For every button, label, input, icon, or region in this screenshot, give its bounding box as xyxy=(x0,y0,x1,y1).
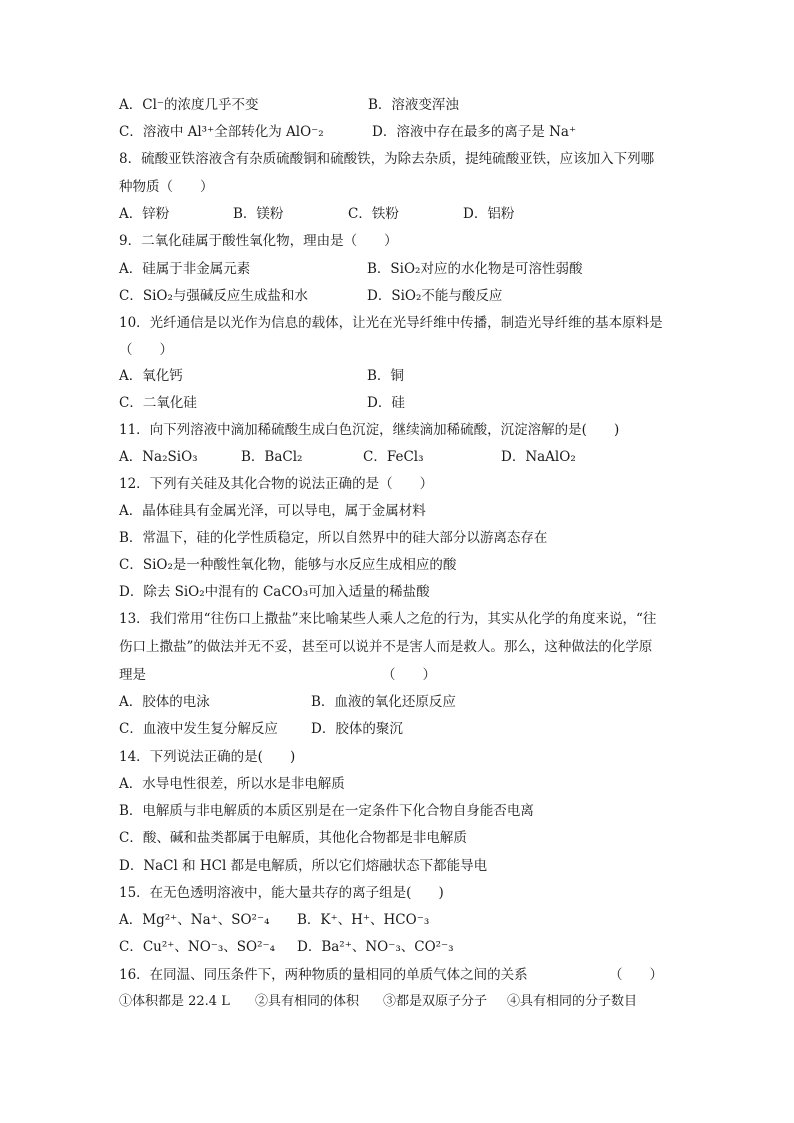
q8-option-b: B．镁粉 xyxy=(233,206,284,222)
q11-option-a: A．Na₂SiO₃ xyxy=(119,449,198,465)
q12-option-a: A．晶体硅具有金属光泽，可以导电，属于金属材料 xyxy=(119,503,426,519)
q10-stem-line2: （ ） xyxy=(119,342,173,358)
q12-option-d: D．除去 SiO₂中混有的 CaCO₃可加入适量的稀盐酸 xyxy=(119,584,430,600)
q9-option-b: B．SiO₂对应的水化物是可溶性弱酸 xyxy=(367,261,583,277)
q11-option-d: D．NaAlO₂ xyxy=(501,449,576,465)
q10-option-d: D．硅 xyxy=(367,395,405,411)
q7-option-d: D．溶液中存在最多的离子是 Na⁺ xyxy=(372,124,577,140)
q8-stem-line1: 8．硫酸亚铁溶液含有杂质硫酸铜和硫酸铁，为除去杂质，提纯硫酸亚铁，应该加入下列哪 xyxy=(119,151,655,167)
q13-option-b: B．血液的氧化还原反应 xyxy=(311,694,456,710)
q15-option-c: C．Cu²⁺、NO⁻₃、SO²⁻₄ xyxy=(119,939,276,955)
q16-option-4: ④具有相同的分子数目 xyxy=(507,994,638,1009)
q11-option-c: C．FeCl₃ xyxy=(363,449,424,465)
q9-stem: 9．二氧化硅属于酸性氧化物，理由是（ ） xyxy=(119,233,398,249)
q14-option-c: C．酸、碱和盐类都属于电解质，其他化合物都是非电解质 xyxy=(119,830,467,846)
q9-option-a: A．硅属于非金属元素 xyxy=(119,261,251,277)
q13-option-a: A．胶体的电泳 xyxy=(119,694,210,710)
q16-option-1: ①体积都是 22.4 L xyxy=(119,994,230,1009)
q15-option-d: D．Ba²⁺、NO⁻₃、CO²⁻₃ xyxy=(297,939,454,955)
q12-option-c: C．SiO₂是一种酸性氧化物，能够与水反应生成相应的酸 xyxy=(119,557,457,573)
q12-stem: 12．下列有关硅及其化合物的说法正确的是（ ） xyxy=(119,476,434,492)
q7-option-c: C．溶液中 Al³⁺全部转化为 AlO⁻₂ xyxy=(119,124,324,140)
q9-option-d: D．SiO₂不能与酸反应 xyxy=(367,288,503,304)
q11-option-b: B．BaCl₂ xyxy=(241,449,303,465)
q7-option-b: B．溶液变浑浊 xyxy=(368,97,459,113)
q13-stem-line2: 伤口上撒盐”的做法并无不妥，甚至可以说并不是害人而是救人。那么，这种做法的化学原 xyxy=(119,639,653,655)
q10-stem-line1: 10．光纤通信是以光作为信息的载体，让光在光导纤维中传播，制造光导纤维的基本原料是 xyxy=(119,315,663,331)
q8-option-a: A．锌粉 xyxy=(119,206,170,222)
q13-answer-paren: （ ） xyxy=(382,667,436,683)
q16-answer-paren: （ ） xyxy=(609,967,663,983)
q10-option-b: B．铜 xyxy=(367,368,404,384)
q15-option-b: B．K⁺、H⁺、HCO⁻₃ xyxy=(297,912,430,928)
q14-option-d: D．NaCl 和 HCl 都是电解质，所以它们熔融状态下都能导电 xyxy=(119,858,488,874)
q10-option-a: A．氧化钙 xyxy=(119,368,183,384)
q13-option-c: C．血液中发生复分解反应 xyxy=(119,721,278,737)
q15-option-a: A．Mg²⁺、Na⁺、SO²⁻₄ xyxy=(119,912,270,928)
q10-option-c: C．二氧化硅 xyxy=(119,395,197,411)
q9-option-c: C．SiO₂与强碱反应生成盐和水 xyxy=(119,288,308,304)
q14-stem: 14．下列说法正确的是( ) xyxy=(119,749,296,765)
q12-option-b: B．常温下，硅的化学性质稳定，所以自然界中的硅大部分以游离态存在 xyxy=(119,530,548,546)
q8-option-c: C．铁粉 xyxy=(348,206,399,222)
q13-stem-text: 理是 xyxy=(119,667,146,683)
q16-stem: 16．在同温、同压条件下，两种物质的量相同的单质气体之间的关系 xyxy=(119,967,528,983)
q7-option-a: A．Cl⁻的浓度几乎不变 xyxy=(119,97,259,113)
q16-option-2: ②具有相同的体积 xyxy=(255,994,360,1009)
q15-stem: 15．在无色透明溶液中，能大量共存的离子组是( ) xyxy=(119,885,444,901)
q14-option-b: B．电解质与非电解质的本质区别是在一定条件下化合物自身能否电离 xyxy=(119,803,534,819)
q13-option-d: D．胶体的聚沉 xyxy=(311,721,403,737)
q14-option-a: A．水导电性很差，所以水是非电解质 xyxy=(119,776,345,792)
q11-stem: 11．向下列溶液中滴加稀硫酸生成白色沉淀，继续滴加稀硫酸，沉淀溶解的是( ) xyxy=(119,422,620,438)
q8-option-d: D．铝粉 xyxy=(463,206,515,222)
q16-option-3: ③都是双原子分子 xyxy=(383,994,488,1009)
q8-stem-line2: 种物质（ ） xyxy=(119,179,214,195)
q13-stem-line1: 13．我们常用“往伤口上撒盐”来比喻某些人乘人之危的行为，其实从化学的角度来说，“往 xyxy=(119,611,657,627)
